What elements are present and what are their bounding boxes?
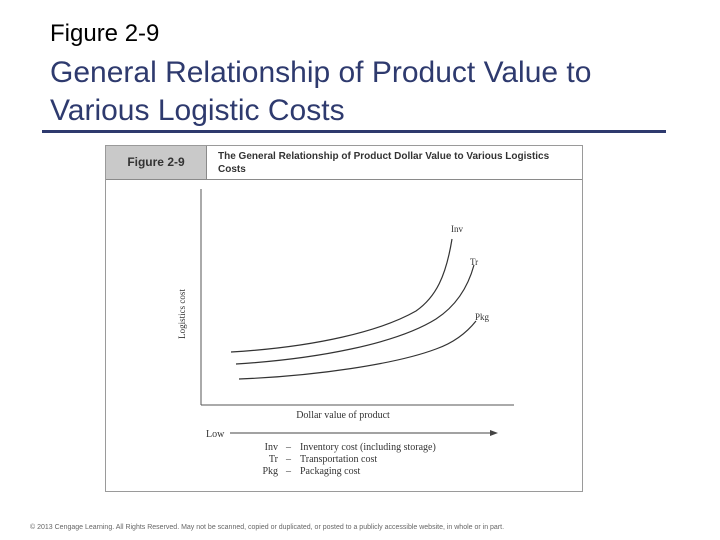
- figure-tag: Figure 2-9: [106, 146, 207, 179]
- legend-desc-pkg: Packaging cost: [300, 466, 361, 477]
- curve-label-tr: Tr: [470, 257, 479, 267]
- legend-desc-tr: Transportation cost: [300, 454, 378, 465]
- copyright-notice: © 2013 Cengage Learning. All Rights Reserved. May not be scanned, copied or duplicated, or posted to a publicly accessible website, in whole or in part.: [30, 524, 505, 531]
- legend-desc-inv: Inventory cost (including storage): [300, 442, 436, 453]
- legend-abbr-pkg: Pkg: [262, 466, 278, 477]
- slide-title: General Relationship of Product Value to Various Logistic Costs: [50, 56, 592, 127]
- figure-panel: [105, 145, 583, 492]
- legend-dash-pkg: –: [286, 466, 291, 477]
- inventory-cost-curve: [231, 239, 452, 352]
- figure-header: [106, 146, 582, 180]
- packaging-cost-curve: [239, 321, 476, 379]
- legend-abbr-inv: Inv: [264, 442, 278, 453]
- curve-label-pkg: Pkg: [475, 312, 490, 322]
- title-divider: [42, 130, 666, 133]
- y-axis-label: Logistics cost: [177, 289, 187, 339]
- slide-label: Figure 2-9: [50, 20, 160, 47]
- curve-label-inv: Inv: [451, 224, 463, 234]
- legend-abbr-tr: Tr: [268, 454, 278, 465]
- arrow-label-low: Low: [206, 429, 225, 440]
- cost-diagram: [106, 179, 582, 491]
- legend-dash-tr: –: [286, 454, 291, 465]
- value-arrow-head: [490, 430, 498, 436]
- x-axis-label: Dollar value of product: [296, 410, 390, 421]
- legend-dash-inv: –: [286, 442, 291, 453]
- figure-caption: The General Relationship of Product Dollar Value to Various Logistics Costs: [218, 151, 550, 175]
